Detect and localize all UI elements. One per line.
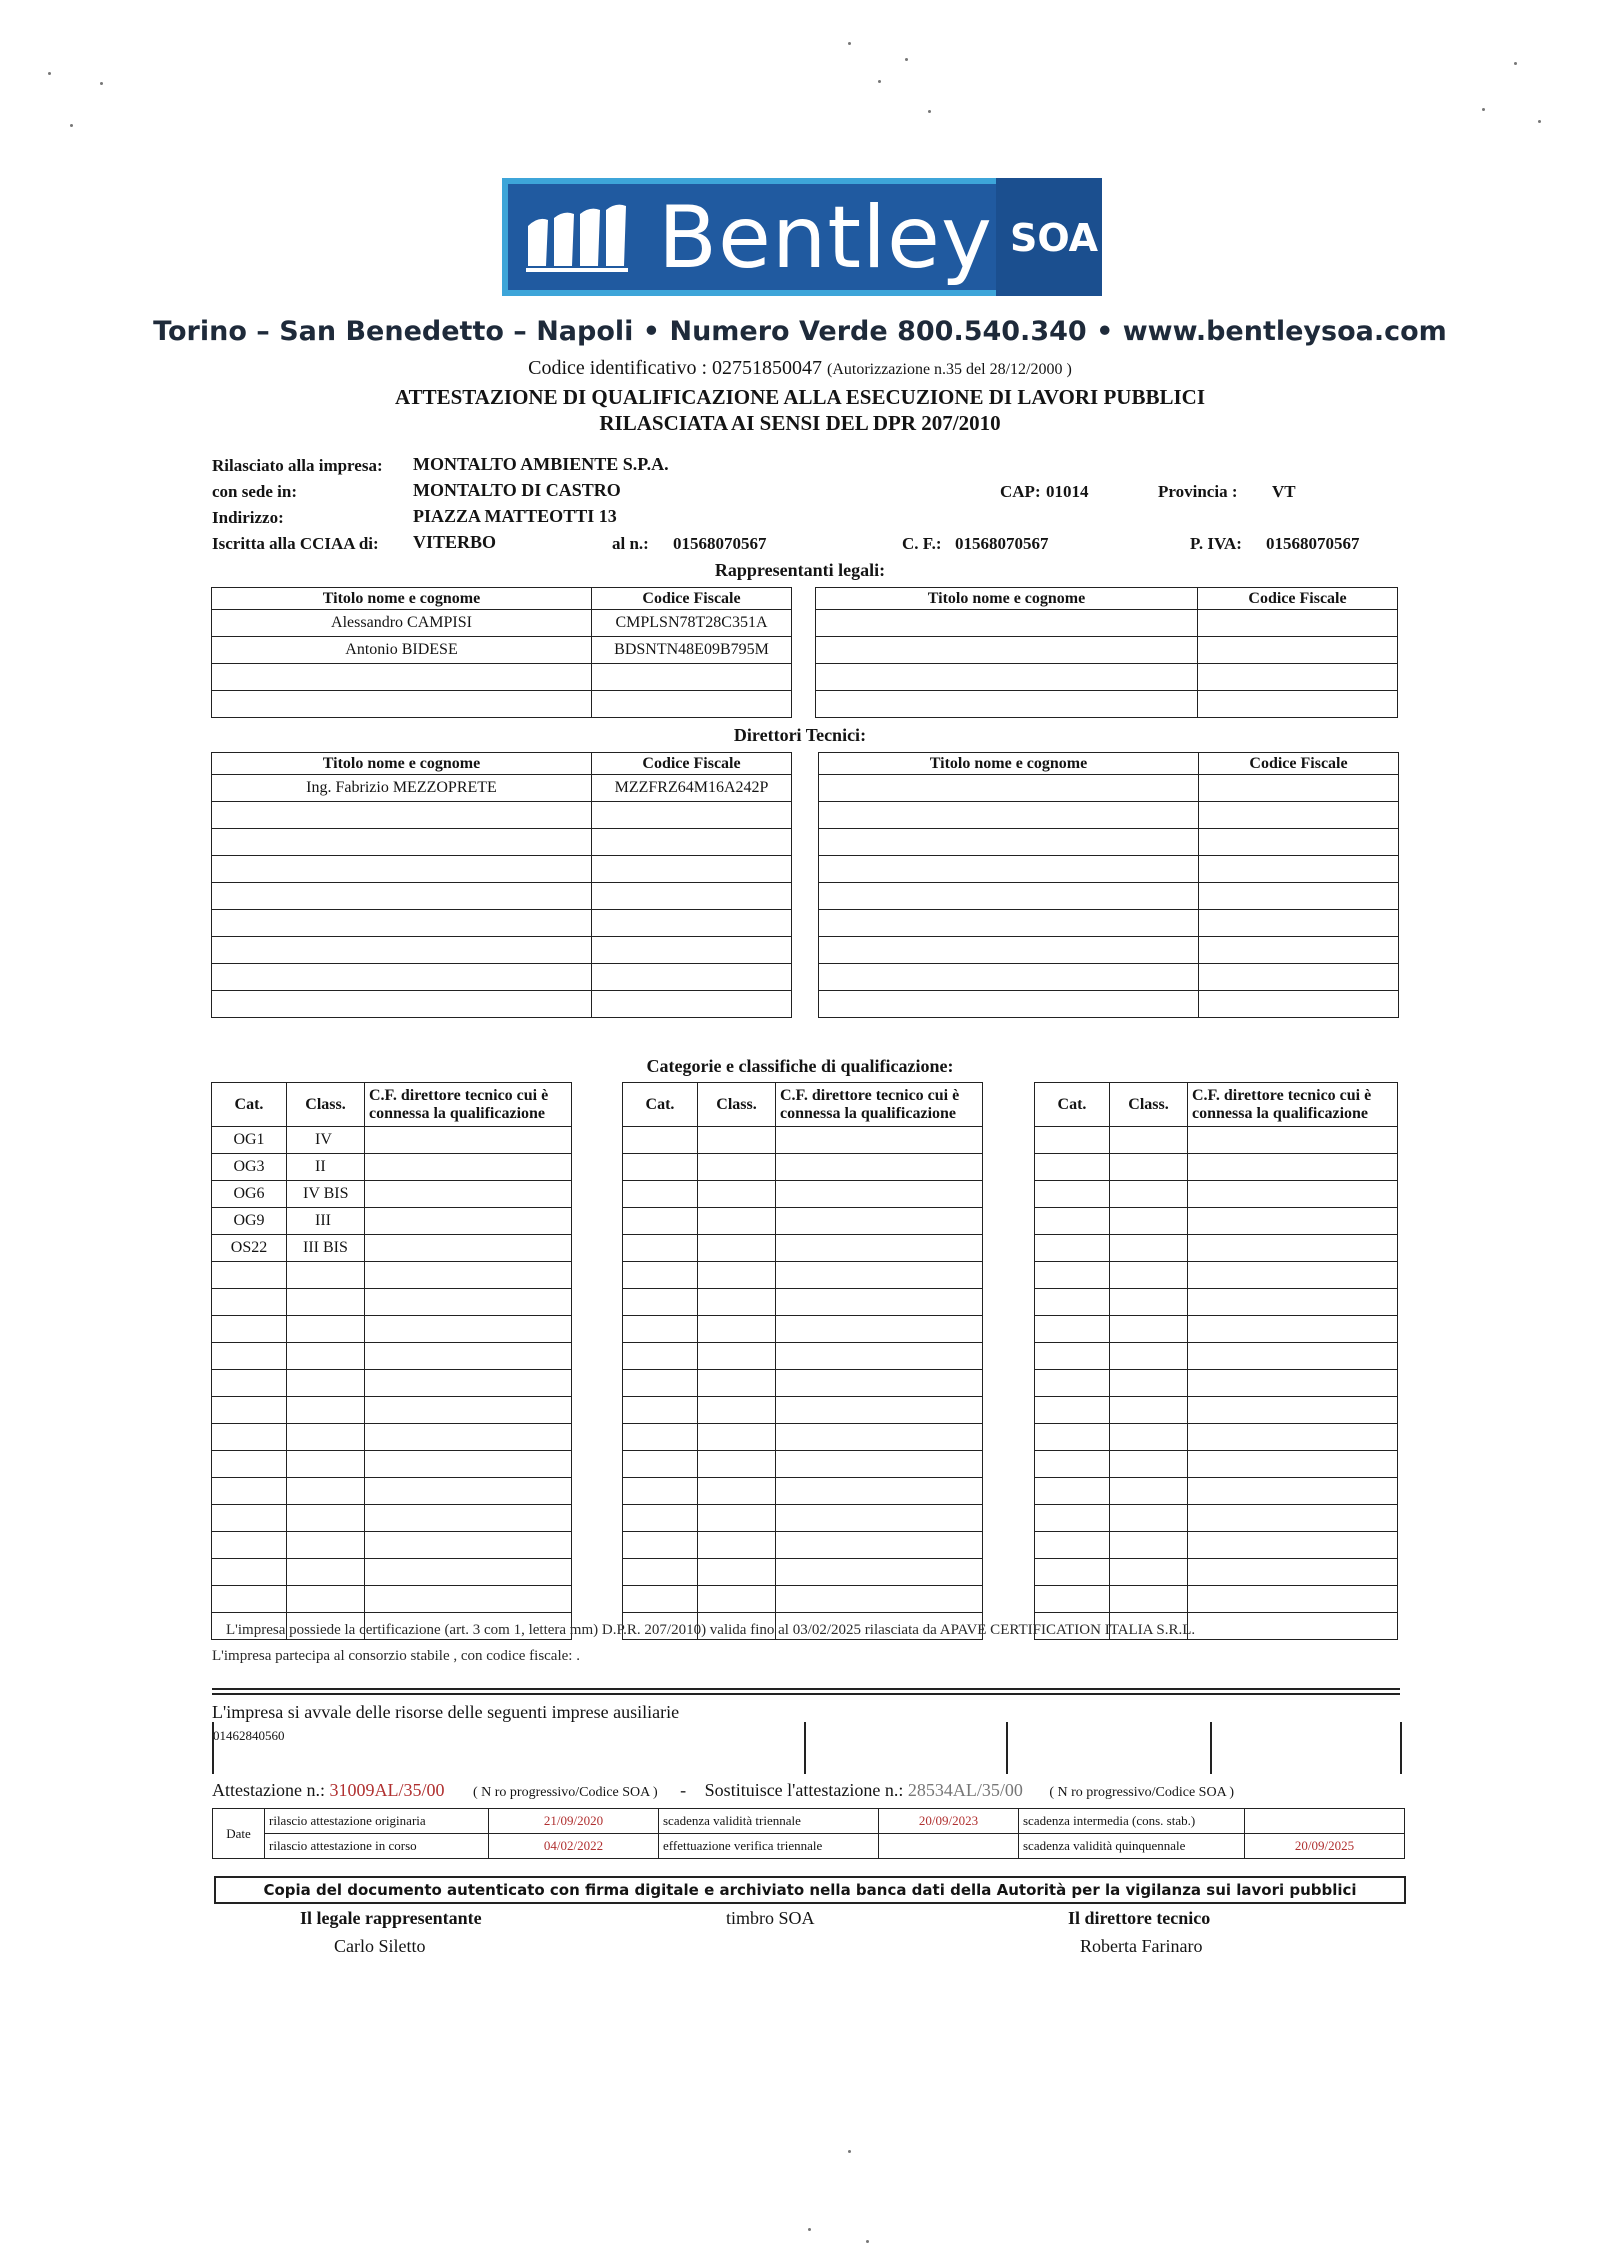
direttori-table-right [818,752,1399,1018]
cat-value: OG1 [212,1127,287,1154]
table-row [819,937,1399,964]
col-header-cf-direttore: C.F. direttore tecnico cui è connessa la qualificazione [365,1083,572,1127]
attestazione-label: Attestazione n.: [212,1780,325,1800]
direttori-title: Direttori Tecnici: [733,725,867,745]
cat-value: OG9 [212,1208,287,1235]
col-header-name: Titolo nome e cognome [816,588,1198,610]
table-row [212,964,792,991]
col-header-class: Class. [287,1083,365,1127]
cap-label: CAP: [1000,482,1041,501]
rilascio-originaria-value: 21/09/2020 [489,1809,659,1834]
col-header-name: Titolo nome e cognome [212,753,592,775]
table-row [819,964,1399,991]
table-row [212,1235,572,1262]
scan-speck [1514,62,1517,65]
ausiliaria-code: 01462840560 [213,1728,285,1743]
cap-value: 01014 [1046,482,1089,501]
col-header-cat: Cat. [623,1083,698,1127]
rappresentanti-title: Rappresentanti legali: [714,560,886,580]
sede-label: con sede in: [212,482,297,501]
sostituisce-hint: ( N ro progressivo/Codice SOA ) [1049,1785,1235,1800]
document-subtitle: RILASCIATA AI SENSI DEL DPR 207/2010 [599,411,1001,435]
table-row [212,1181,572,1208]
piva-value: 01568070567 [1266,534,1360,553]
table-row [212,829,792,856]
direttore-label: Il direttore tecnico [1068,1908,1211,1928]
consorzio-note: L'impresa partecipa al consorzio stabile , con codice fiscale: . [212,1648,580,1664]
table-row [212,775,792,802]
table-row [819,829,1399,856]
al-n-label: al n.: [612,534,649,553]
table-row [212,691,792,718]
rilasciato-label: Rilasciato alla impresa: [212,456,383,475]
building-columns-icon [516,184,646,290]
copia-banner: Copia del documento autenticato con firma digitale e archiviato nella banca dati della Autorità per la vigilanza sui lavori pubblici [214,1876,1406,1904]
ausiliarie-label: L'impresa si avvale delle risorse delle seguenti imprese ausiliarie [212,1702,680,1722]
cat-value: OG6 [212,1181,287,1208]
table-row [212,610,792,637]
class-value: IV BIS [287,1181,365,1208]
attestazione-hint: ( N ro progressivo/Codice SOA ) [472,1785,658,1800]
rappresentante-name: Antonio BIDESE [212,637,592,664]
verifica-triennale-label: effettuazione verifica triennale [659,1834,879,1859]
col-header-name: Titolo nome e cognome [819,753,1199,775]
class-value: II [287,1154,365,1181]
col-header-cat: Cat. [212,1083,287,1127]
provincia-value: VT [1272,482,1296,501]
categorie-table-2 [622,1082,983,1640]
cciaa-label: Iscritta alla CCIAA di: [212,534,379,553]
col-header-cf: Codice Fiscale [592,753,792,775]
class-value: III [287,1208,365,1235]
scan-speck [1482,108,1485,111]
table-row [212,937,792,964]
scadenza-quinquennale-value: 20/09/2025 [1245,1834,1405,1859]
scadenza-triennale-value: 20/09/2023 [879,1809,1019,1834]
table-row [212,1127,572,1154]
table-row [212,1208,572,1235]
rappresentante-name: Alessandro CAMPISI [212,610,592,637]
table-row [819,802,1399,829]
logo-badge: SOA [1010,216,1099,260]
col-header-cf: Codice Fiscale [1199,753,1399,775]
scadenza-triennale-label: scadenza validità triennale [659,1809,879,1834]
timbro-label: timbro SOA [726,1908,815,1928]
rilascio-corso-value: 04/02/2022 [489,1834,659,1859]
direttore-cf: MZZFRZ64M16A242P [592,775,792,802]
piva-label: P. IVA: [1190,534,1242,553]
provincia-label: Provincia : [1158,482,1238,501]
cciaa-value: VITERBO [413,532,497,552]
table-row [816,691,1398,718]
date-label: Date [213,1809,265,1859]
scan-speck [848,42,851,45]
table-row [819,856,1399,883]
bentley-soa-logo [502,178,1102,296]
table-row [212,883,792,910]
scadenza-quinquennale-label: scadenza validità quinquennale [1019,1834,1245,1859]
table-row [816,664,1398,691]
scan-speck [1538,120,1541,123]
cat-value: OG3 [212,1154,287,1181]
codice-identificativo [0,357,1600,380]
cf-value: 01568070567 [955,534,1049,553]
document-title: ATTESTAZIONE DI QUALIFICAZIONE ALLA ESECUZIONE DI LAVORI PUBBLICI [394,385,1206,409]
ausiliaria-separator [212,1722,214,1774]
certificazione-note: L'impresa possiede la certificazione (art. 3 com 1, lettera mm) D.P.R. 207/2010) valida fino al 03/02/2025 rilasciata da APAVE CERTIFICATION ITALIA S.R.L. [226,1622,1196,1638]
rilascio-originaria-label: rilascio attestazione originaria [265,1809,489,1834]
codice-note: (Autorizzazione n.35 del 28/12/2000 ) [827,361,1072,378]
legale-label: Il legale rappresentante [300,1908,482,1928]
divider [212,1688,1400,1690]
scan-speck [48,72,51,75]
rappresentante-cf: CMPLSN78T28C351A [592,610,792,637]
table-row [212,664,792,691]
sede-value: MONTALTO DI CASTRO [413,480,621,500]
table-row [212,637,792,664]
indirizzo-value: PIAZZA MATTEOTTI 13 [413,506,617,526]
col-header-class: Class. [1110,1083,1188,1127]
sostituisce-value: 28534AL/35/00 [907,1780,1023,1800]
ausiliaria-separator [1400,1722,1402,1774]
scan-speck [808,2228,811,2231]
scan-speck [848,2150,851,2153]
table-row [819,883,1399,910]
col-header-cf: Codice Fiscale [592,588,792,610]
scadenza-intermedia-label: scadenza intermedia (cons. stab.) [1019,1809,1245,1834]
indirizzo-label: Indirizzo: [212,508,284,527]
date-table [212,1808,1405,1859]
col-header-name: Titolo nome e cognome [212,588,592,610]
direttore-name: Ing. Fabrizio MEZZOPRETE [212,775,592,802]
sostituisce-label: Sostituisce l'attestazione n.: [704,1780,904,1800]
col-header-cat: Cat. [1035,1083,1110,1127]
table-row [816,637,1398,664]
table-row [212,991,792,1018]
attestazione-dash: - [680,1780,687,1800]
table-row [819,910,1399,937]
scan-speck [905,58,908,61]
table-row [212,802,792,829]
divider [212,1693,1400,1695]
class-value: III BIS [287,1235,365,1262]
ausiliaria-separator [1006,1722,1008,1774]
attestazione-value: 31009AL/35/00 [329,1780,445,1800]
al-n-value: 01568070567 [673,534,767,553]
direttore-name: Roberta Farinaro [1080,1936,1203,1956]
contacts-line: Torino – San Benedetto – Napoli • Numero Verde 800.540.340 • www.bentleysoa.com [153,316,1447,347]
rappresentanti-table-right [815,587,1398,718]
categorie-table-3 [1034,1082,1398,1640]
logo-wordmark: Bentley [658,188,993,288]
ausiliaria-separator [1210,1722,1212,1774]
scan-speck [100,82,103,85]
scan-speck [878,80,881,83]
scan-speck [866,2240,869,2243]
ausiliaria-separator [804,1722,806,1774]
codice-label: Codice identificativo : [528,357,707,379]
col-header-class: Class. [698,1083,776,1127]
rappresentante-cf: BDSNTN48E09B795M [592,637,792,664]
col-header-cf-direttore: C.F. direttore tecnico cui è connessa la qualificazione [776,1083,983,1127]
col-header-cf: Codice Fiscale [1198,588,1398,610]
codice-value: 02751850047 [712,357,822,379]
attestazione-line [212,1780,1234,1801]
categorie-table-1 [211,1082,572,1640]
table-row [212,856,792,883]
class-value: IV [287,1127,365,1154]
scan-speck [928,110,931,113]
rilascio-corso-label: rilascio attestazione in corso [265,1834,489,1859]
cat-value: OS22 [212,1235,287,1262]
table-row [816,610,1398,637]
table-row [212,910,792,937]
cf-label: C. F.: [902,534,942,553]
col-header-cf-direttore: C.F. direttore tecnico cui è connessa la qualificazione [1188,1083,1398,1127]
legale-name: Carlo Siletto [334,1936,426,1956]
table-row [212,1154,572,1181]
scan-speck [70,124,73,127]
direttori-table-left [211,752,792,1018]
rilasciato-value: MONTALTO AMBIENTE S.P.A. [413,454,669,474]
table-row [819,991,1399,1018]
rappresentanti-table-left [211,587,792,718]
categorie-title: Categorie e classifiche di qualificazione: [646,1056,954,1076]
table-row [819,775,1399,802]
